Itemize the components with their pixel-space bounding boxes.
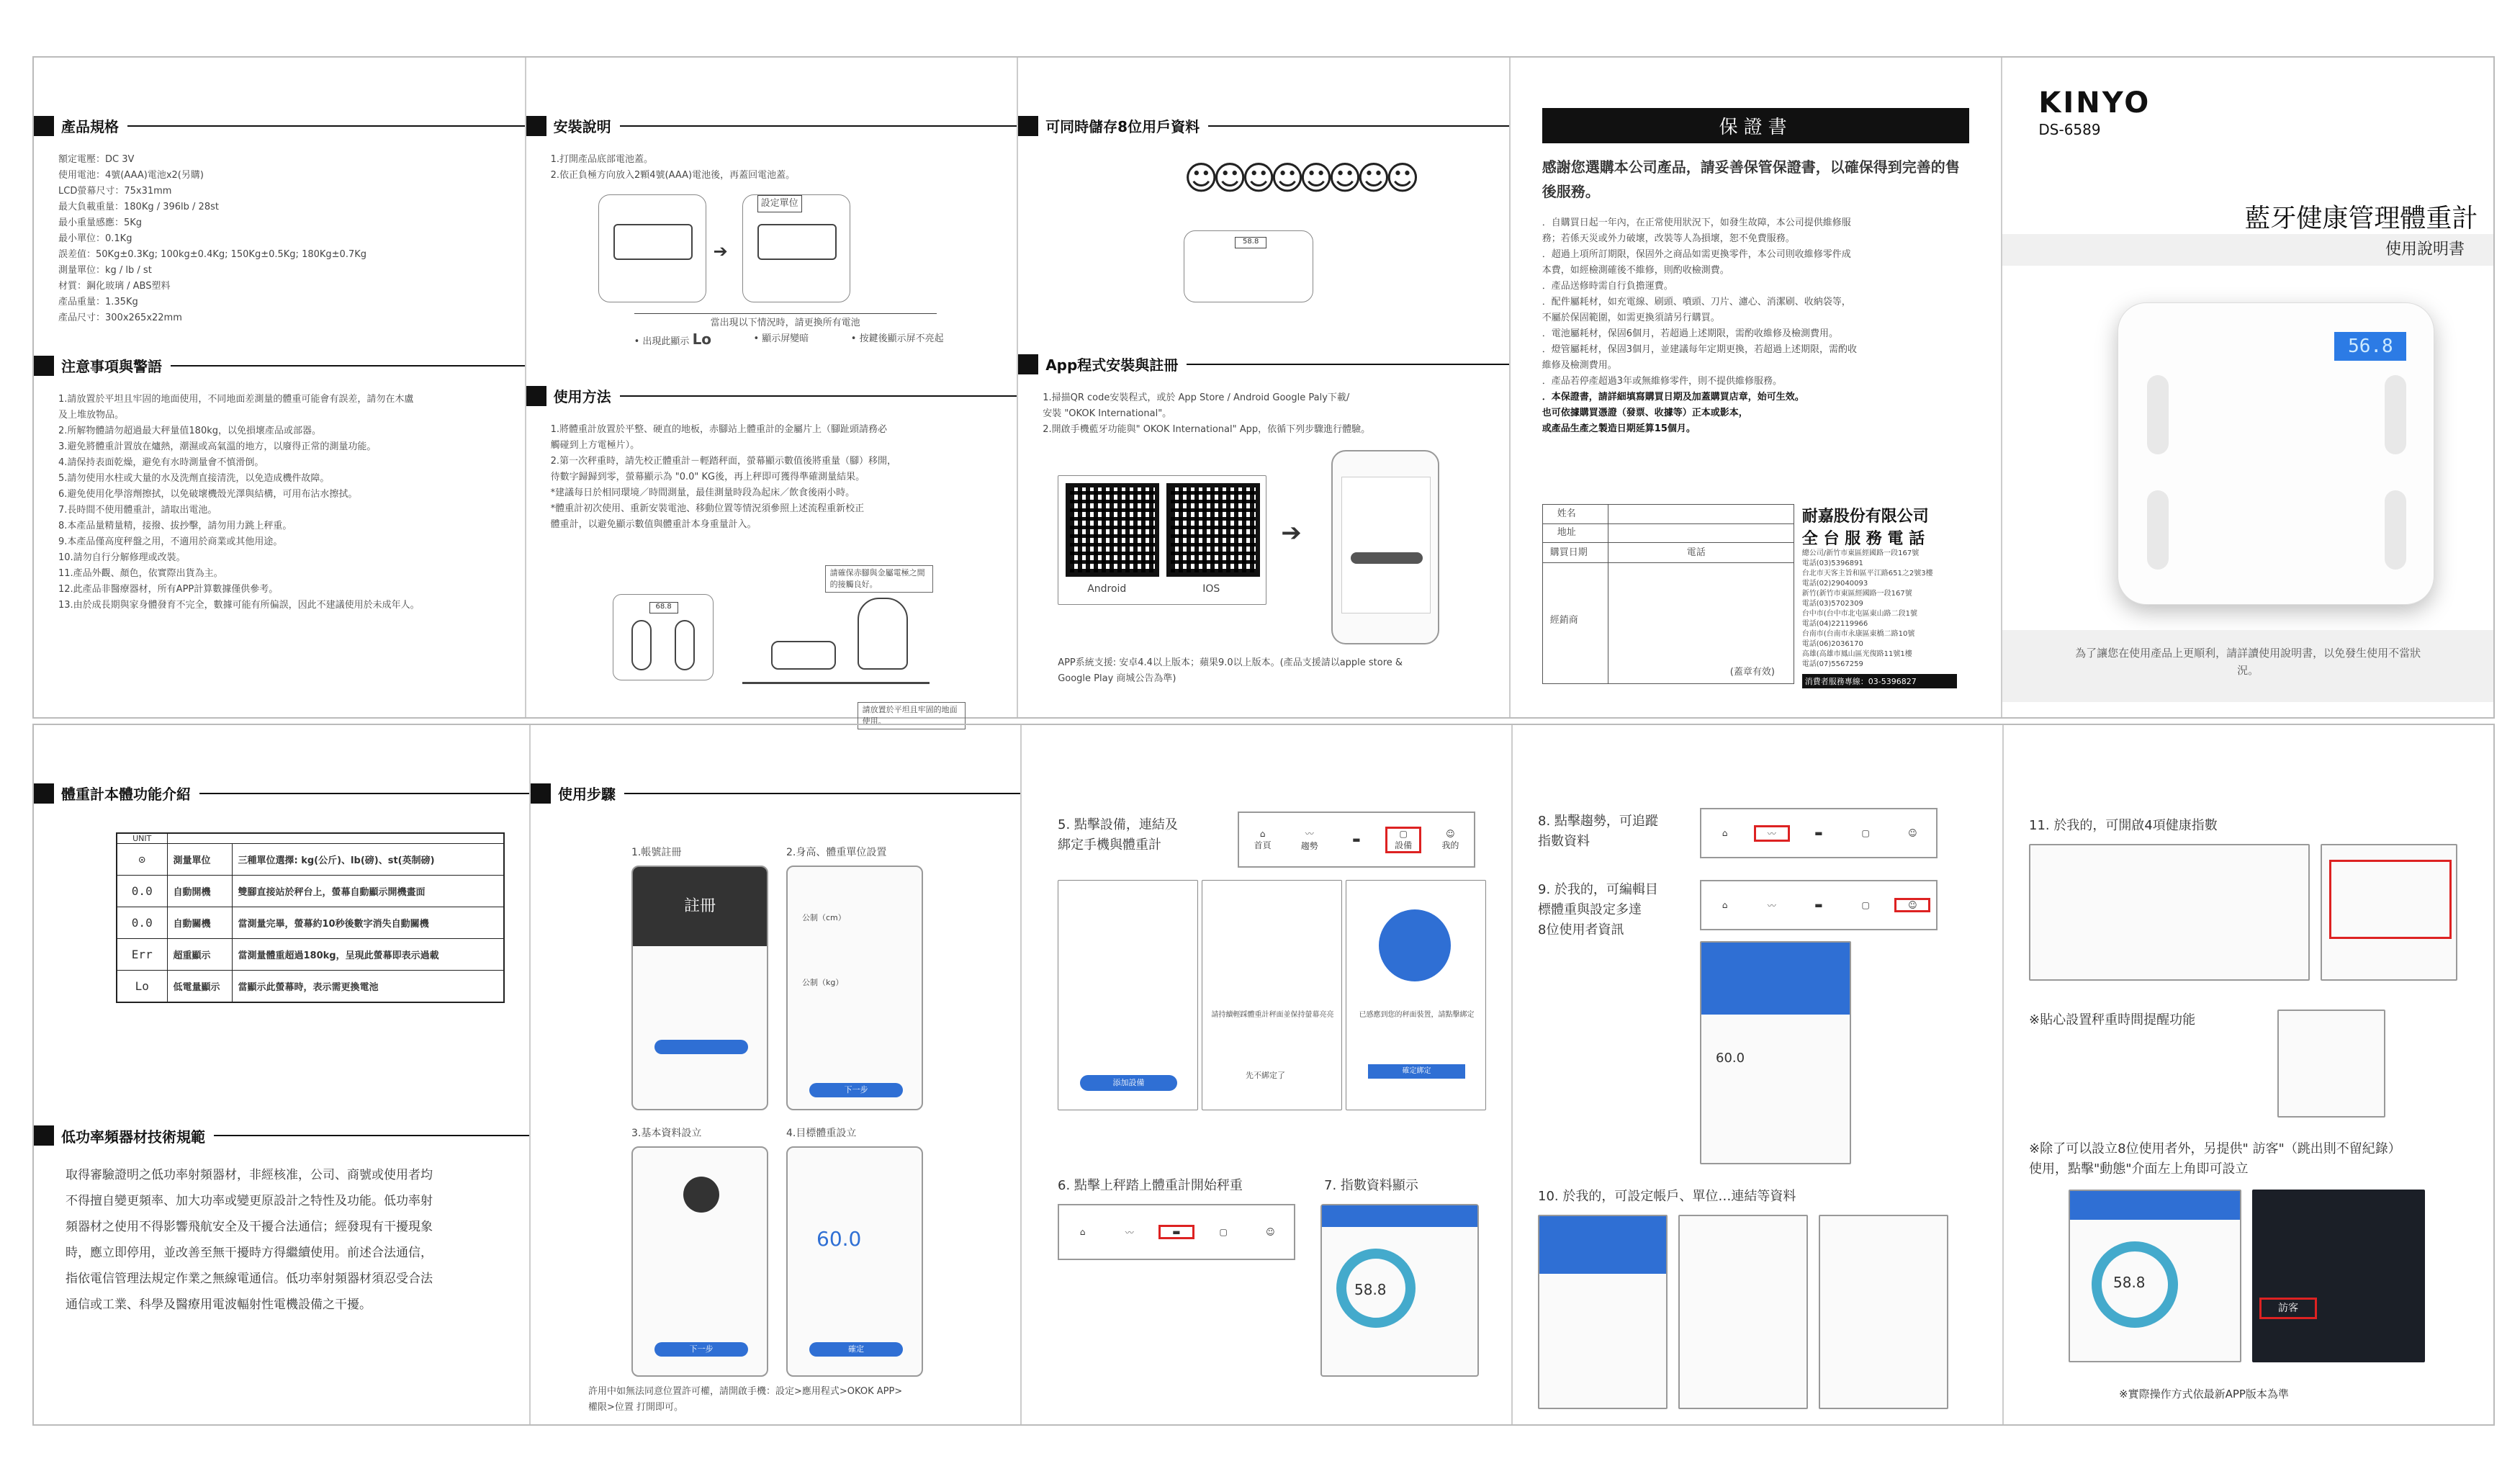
bold-term-line: ．本保證書，請詳細填寫購買日期及加蓋購買店章，始可生效。 [1542, 392, 1804, 403]
scale-battery-diagram: 設定單位 [742, 194, 850, 302]
device-icon: ▢ [1861, 900, 1870, 910]
bottom-sheet [32, 724, 2495, 1426]
feature-row: 0.0 自動關機 當測量完畢，螢幕約10秒後數字消失自動關機 [117, 907, 504, 939]
branch-line: 電話(02)29040093 [1801, 580, 1868, 588]
model-number: DS-6589 [2038, 121, 2101, 138]
spec-line: 測量單位：kg / lb / st [58, 265, 152, 276]
spec-line: LCD螢幕尺寸：75x31mm [58, 186, 172, 197]
branch-line: 電話(06)2036170 [1801, 640, 1863, 648]
home-icon: ⌂ [1079, 1227, 1086, 1237]
rf-line: 時，應立即停用，並改善至無干擾時方得繼續使用。前述合法通信， [66, 1245, 433, 1260]
notice-line: 1.請放置於平坦且牢固的地面使用，不同地面差測量的體重可能會有誤差，請勿在木盧 [58, 394, 414, 405]
step-8-label: 8. 點擊趨勢，可追蹤 指數資料 [1538, 814, 1658, 849]
feature-row: Err 超重顯示 當測量體重超過180kg，呈現此螢幕即表示過載 [117, 939, 504, 971]
user-icon: ☺ 我的 [1441, 828, 1459, 850]
bold-term-line: 也可依據購買憑證（發票、收據等）正本或影本， [1542, 408, 1748, 418]
step-2-label: 2.身高、體重單位設置 [786, 847, 887, 858]
step-4-label: 4.目標體重設立 [786, 1128, 857, 1139]
panel-functions [34, 725, 531, 1424]
spec-line: 額定電壓：DC 3V [58, 154, 135, 165]
feature-table [116, 832, 505, 1003]
unit-head: UNIT [117, 833, 167, 844]
panel-bind [1022, 725, 1513, 1424]
arrow-icon: ➔ [713, 241, 728, 261]
notice-list [58, 392, 500, 613]
branch-line: 電話(03)5396891 [1801, 559, 1863, 567]
term-line: 不屬於保固範圍，如需更換須請另行購買。 [1542, 313, 1720, 323]
user-icon: ☺ [1266, 1227, 1275, 1237]
warranty-terms [1542, 215, 1970, 390]
home-icon: ⌂ 首頁 [1254, 828, 1272, 850]
branch-line: 電話(03)5702309 [1801, 600, 1863, 608]
spec-line: 使用電池：4號(AAA)電池x2(另購) [58, 170, 204, 181]
spec-line: 誤差值：50Kg±0.3Kg; 100kg±0.4Kg; 150Kg±0.5Kg; 180Kg±0.7Kg [58, 249, 367, 260]
scale-icon: ▬ [1352, 835, 1361, 845]
term-line: ．燈管屬耗材，保固3個月，並建議每年定期更換，若超過上述期限，需酌收 [1542, 344, 1858, 355]
reminder-screen [2277, 1010, 2385, 1118]
trend-icon: 〰 趨勢 [1300, 829, 1318, 851]
home-icon: ⌂ [1722, 828, 1728, 838]
section-header: 體重計本體功能介紹 [34, 783, 529, 804]
panel-health [2004, 725, 2493, 1424]
scale-icon: ▬ [1814, 900, 1823, 910]
feature-row: 0.0 自動開機 雙腳直接站於秤台上，螢幕自動顯示開機畫面 [117, 876, 504, 907]
feature-row: Lo 低電量顯示 當顯示此螢幕時，表示需更換電池 [117, 971, 504, 1002]
users-group-icon: ☺☺☺☺☺☺☺☺ [1184, 158, 1414, 197]
settings-screen-3 [1819, 1215, 1948, 1409]
device-icon: ▢ [1219, 1227, 1228, 1237]
rf-line: 通信或工業、科學及醫療用電波輻射性電機設備之干擾。 [66, 1297, 372, 1312]
notice-line: 10.請勿自行分解修理或改裝。 [58, 552, 186, 563]
panel-cover [2002, 58, 2493, 717]
use-line: 觸碰到上方電極片）。 [550, 440, 640, 451]
use-line: *體重計初次使用、重新安裝電池、移動位置等情況須參照上述流程重新校正 [550, 503, 865, 514]
term-line: 維修及檢測費用。 [1542, 360, 1617, 371]
branch-line: 電話(04)22119966 [1801, 620, 1868, 628]
install-line: 2.依正負極方向放入2顆4號(AAA)電池後，再蓋回電池蓋。 [550, 170, 796, 181]
term-line: ．電池屬耗材，保固6個月，若超過上述期限，需酌收維修及檢測費用。 [1542, 328, 1839, 339]
branch-line: 總公司/新竹市東區經國路一段167號 [1801, 549, 1920, 557]
section-header: 注意事項與警語 [34, 355, 525, 376]
scale-icon: ▬ [1814, 828, 1823, 838]
notice-line: 6.避免使用化學溶劑擦拭，以免破壞機殼光澤與結構，可用布沾水擦拭。 [58, 489, 358, 500]
branch-line: 高雄(高雄市鳳山區光復路11號1樓 [1801, 650, 1912, 658]
trend-icon: 〰 [1756, 827, 1788, 840]
section-header: 產品規格 [34, 115, 525, 136]
standing-figure [742, 619, 930, 684]
notice-line: 2.所解物體請勿超過最大秤量值180kg，以免損壞產品或部器。 [58, 426, 321, 436]
branch-line: 台中市(台中市北屯區東山路二段1號 [1801, 610, 1918, 618]
warranty-title: 保證書 [1542, 108, 1970, 143]
step-1-label: 1.帳號註冊 [631, 847, 682, 858]
android-label: Android [1087, 583, 1127, 595]
settings-screen-1 [1538, 1215, 1668, 1409]
rf-line: 取得審驗證明之低功率射頻器材，非經核准，公司、商號或使用者均 [66, 1167, 433, 1182]
feet-diagram: 68.8 [613, 594, 714, 680]
rf-text [66, 1162, 505, 1318]
step-3-label: 3.基本資料設立 [631, 1128, 702, 1139]
guest-menu-screen [2252, 1190, 2425, 1362]
warranty-thanks: 感謝您選購本公司產品，請妥善保管保證書，以確保得到完善的售後服務。 [1542, 158, 1960, 200]
cover-note: 為了讓您在使用產品上更順利，請詳讀使用說明書，以免發生使用不當狀況。 [2002, 630, 2493, 702]
reminder-note: ※貼心設置秤重時間提醒功能 [2029, 1012, 2196, 1028]
spec-line: 最小單位：0.1Kg [58, 233, 132, 244]
register-screen: 註冊 [631, 866, 768, 1110]
home-icon: ⌂ [1722, 900, 1728, 910]
app-line: 1.掃描QR code安裝程式，或於 App Store / Android Google Paly下載/ [1043, 392, 1350, 403]
permission-note: 許用中如無法同意位置許可權，請開啟手機：設定>應用程式>OKOK APP> 權限>位置 打開即可。 [588, 1386, 903, 1413]
step-9-label: 9. 於我的，可編輯目 標體重與設定多達 8位使用者資訊 [1538, 882, 1658, 938]
install-steps [551, 152, 993, 184]
term-line: 務；若係天災或外力破壞，改裝等人為損壞，恕不免費服務。 [1542, 233, 1795, 244]
device-icon: ▢ 設備 [1387, 829, 1419, 851]
term-line: ．超過上項所訂期限，保固外之商品如需更換零件，本公司則收維修零件成 [1542, 249, 1851, 260]
term-line: ．產品若停產超過3年或無維修零件，則不提供維修服務。 [1542, 376, 1783, 387]
step-10-label: 10. 於我的，可設定帳戶、單位…連結等資料 [1538, 1189, 1796, 1204]
settings-screen-2 [1678, 1215, 1808, 1409]
step-6-label: 6. 點擊上秤踏上體重計開始秤重 [1058, 1178, 1243, 1193]
guest-note: ※除了可以設立8位使用者外，另提供" 訪客"（跳出則不留紀錄） 使用，點擊"動態"介面左上角即可設立 [2029, 1141, 2401, 1177]
app-support-note: APP系統支援: 安卓4.4以上版本；蘋果9.0以上版本。(產品支援請以apple store & Google Play 商城公告為準) [1058, 657, 1403, 684]
nav-bar[interactable] [1238, 812, 1475, 868]
scale-photo: 56.8 [2118, 302, 2434, 605]
section-header: 安裝說明 [526, 115, 1017, 136]
step-7-label: 7. 指數資料顯示 [1324, 1178, 1418, 1193]
guest-button[interactable]: 訪客 [2259, 1298, 2317, 1319]
qr-frame [1058, 475, 1266, 605]
panel-users [1018, 58, 1511, 717]
trend-icon: 〰 [1767, 900, 1776, 911]
branch-line: 電話(07)5567259 [1801, 660, 1863, 668]
step-5-label: 5. 點擊設備，連結及 綁定手機與體重計 [1058, 817, 1178, 853]
unit-screen: 公制（cm） 公制（kg） 下一步 [786, 866, 923, 1110]
notice-line: 4.請保持表面乾燥，避免有水時測量會不慎滑倒。 [58, 457, 264, 468]
nav-bar-me[interactable] [1700, 880, 1938, 930]
section-header: 可同時儲存8位用戶資料 [1018, 115, 1509, 136]
notice-line: 3.避免將體重計置放在爐熱，潮濕或高氣溫的地方，以廢得正常的測量功能。 [58, 441, 377, 452]
notice-line: 9.本產品僅高度秤盤之用，不適用於商業或其他用途。 [58, 536, 283, 547]
spec-line: 產品尺寸：300x265x22mm [58, 313, 182, 323]
dashboard-screen: 58.8 [2069, 1190, 2241, 1362]
term-line: ．自購買日起一年內，在正常使用狀況下，如發生故障，本公司提供維修服 [1542, 217, 1851, 228]
ios-qr-icon[interactable] [1166, 483, 1260, 577]
add-device-screen: 添加設備 [1058, 880, 1198, 1110]
use-steps [551, 422, 993, 533]
use-line: 待數字歸歸到零，螢幕顯示為 "0.0" KG後，再上秤即可獲得準確測量結果。 [550, 472, 865, 482]
profile-screen: 下一步 [631, 1146, 768, 1377]
section-header: 使用方法 [526, 385, 1017, 406]
app-line: 2.開啟手機藍牙功能與" OKOK International" App，依循下列步驟進行體驗。 [1043, 424, 1371, 435]
bold-term-line: 或產品生產之製造日期延算15個月。 [1542, 423, 1696, 434]
health-screen [2029, 844, 2310, 981]
scale-icon: 58.8 [1184, 230, 1313, 302]
found-screen: 已感應到您的秤面裝置，請點擊綁定 確定綁定 [1346, 880, 1486, 1110]
brand-logo: KINYO [2038, 86, 2151, 120]
term-line: 本費，如經檢測確後不維修，則酌收檢測費。 [1542, 265, 1729, 276]
install-line: 1.打開產品底部電池蓋。 [550, 154, 653, 165]
weigh-screen: 請持續輕踩體重計秤面並保持螢幕亮亮 先不綁定了 [1202, 880, 1342, 1110]
company-block: 耐嘉股份有限公司 全 台 服 務 電 話 總公司/新竹市東區經國路一段167號 電話(03)5396891 台北市天客主旨和區平江路651之2號3樓 電話(02)29040093 新竹(新竹市東區經國路一段167號 電話(03)5702309 台中市(台中市北屯區東山路二段1號 電話(04)22119966 台南市(台南市永康區東橋二路10號 電話(06)2036170 高雄(高雄市鳳山區光復路11號1樓 電話(07)5567259 消費者服務專線：03-5396827 [1802, 504, 1957, 688]
section-header: App程式安裝與註冊 [1018, 354, 1509, 374]
panel-spec [34, 58, 526, 717]
result-screen: 58.8 [1320, 1204, 1479, 1377]
notice-line: 8.本產品量精量精，接撥、拔抄擊，請勿用力跳上秤重。 [58, 521, 292, 531]
panel-steps [531, 725, 1022, 1424]
step-11-label: 11. 於我的，可開啟4項健康指數 [2029, 818, 2218, 833]
user-icon: ☺ [1896, 900, 1928, 910]
warranty-form: 姓名 地址 購買日期 電話 經銷商 (蓋章有效) [1542, 504, 1794, 684]
spec-line: 產品重量：1.35Kg [58, 297, 138, 307]
use-line: *建議每日於相同環境／時間測量，最佳測量時段為起床／飲食後兩小時。 [550, 487, 855, 498]
rf-line: 指依電信管理法規定作業之無線電通信。低功率射頻器材須忍受合法 [66, 1271, 433, 1286]
battery-caption: 當出現以下情況時，請更換所有電池 [634, 313, 937, 331]
health-toggles [2321, 844, 2457, 981]
warranty-bold-terms [1542, 390, 1970, 437]
me-screen: 60.0 [1700, 941, 1851, 1164]
branch-line: 台南市(台南市永康區東橋二路10號 [1801, 630, 1915, 638]
device-icon: ▢ [1861, 828, 1870, 838]
use-line: 體重計，以避免顯示數值與體重計本身重量計入。 [550, 519, 757, 530]
trend-icon: 〰 [1125, 1227, 1134, 1238]
android-qr-icon[interactable] [1066, 483, 1159, 577]
use-line: 1.將體重計放置於平整、硬直的地板，赤腳站上體重計的金屬片上（腳趾頭請務必 [550, 424, 887, 435]
phone-illustration [1331, 450, 1439, 644]
spec-line: 材質：鋼化玻璃 / ABS塑料 [58, 281, 171, 292]
section-header: 低功率頻器材技術規範 [34, 1125, 529, 1146]
app-steps [1043, 390, 1485, 438]
use-line: 2.第一次秤重時，請先校正體重計－輕踏秤面，螢幕顯示數值後將重量（腳）移開， [550, 456, 896, 467]
branch-line: 台北市天客主旨和區平江路651之2號3樓 [1801, 570, 1933, 577]
manual-label: 使用說明書 [2002, 234, 2493, 266]
rf-line: 頻器材之使用不得影響飛航安全及干擾合法通信；經發現有干擾現象 [66, 1219, 433, 1234]
notice-line: 11.產品外觀、顏色，依實際出貨為主。 [58, 568, 223, 579]
arrow-icon: ➔ [1281, 518, 1302, 547]
notice-line: 及上堆放物品。 [58, 410, 125, 421]
rf-line: 不得擅自變更頻率、加大功率或變更原設計之特性及功能。低功率射 [66, 1193, 433, 1208]
ios-label: IOS [1202, 583, 1220, 595]
term-line: ．配件屬耗材，如充電線、刷頭、噴頭、刀片、濾心、消潔刷、收納袋等， [1542, 297, 1851, 307]
floor-bubble: 請放置於平坦且牢固的地面使用。 [858, 702, 966, 729]
panel-warranty [1511, 58, 2003, 717]
contact-bubble: 請確保赤腳與金屬電極之間的接觸良好。 [825, 565, 933, 593]
notice-line: 5.請勿使用水柱或大量的水及洗劑直接清洗，以免造成機件故障。 [58, 473, 330, 484]
product-title: 藍牙健康管理體重計 [2244, 204, 2478, 233]
feature-row: ⊙ 測量單位 三種單位選擇: kg(公斤)、lb(磅)、st(英制磅) [117, 844, 504, 876]
battery-items: • 出現此顯示 Lo • 顯示屏變暗 • 按鍵後顯示屏不亮起 [634, 331, 944, 348]
spec-line: 最小重量感應：5Kg [58, 217, 143, 228]
service-hotline: 消費者服務專線：03-5396827 [1802, 674, 1957, 688]
section-header: 使用步驟 [531, 783, 1020, 804]
nav-bar-trend[interactable] [1700, 808, 1938, 858]
target-screen: 60.0 確定 [786, 1146, 923, 1377]
notice-line: 7.長時間不使用體重計，請取出電池。 [58, 505, 217, 516]
notice-line: 13.由於成長期與家身體發育不完全，數據可能有所偏誤，因此不建議使用於未成年人。 [58, 600, 420, 611]
spec-line: 最大負載重量：180Kg / 396lb / 28st [58, 202, 219, 212]
panel-trend [1513, 725, 2004, 1424]
scale-bottom-diagram [598, 194, 706, 302]
scale-icon: ▬ [1161, 1227, 1192, 1237]
version-note: ※實際操作方式依最新APP版本為準 [2119, 1388, 2289, 1401]
nav-bar-weigh[interactable] [1058, 1204, 1295, 1260]
user-icon: ☺ [1908, 828, 1917, 838]
notice-line: 12.此產品非醫療器材，所有APP計算數據僅供參考。 [58, 584, 279, 595]
panel-install [526, 58, 1019, 726]
top-sheet [32, 56, 2495, 726]
term-line: ．產品送修時需自行負擔運費。 [1542, 281, 1673, 292]
branch-line: 新竹(新竹市東區經國路一段167號 [1801, 590, 1912, 598]
spec-list [58, 152, 500, 326]
app-line: 安裝 "OKOK International"。 [1043, 408, 1172, 419]
